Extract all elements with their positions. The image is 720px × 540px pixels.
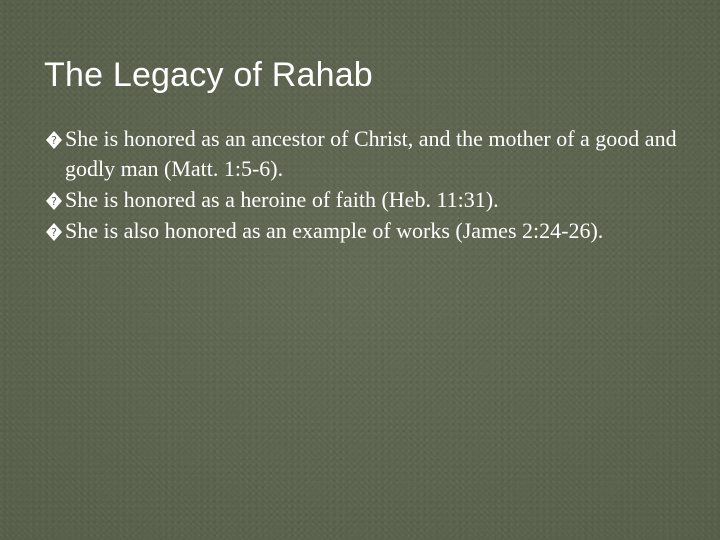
bullet-item: [45, 216, 685, 246]
svg-text:?: ?: [51, 226, 57, 239]
slide-title: The Legacy of Rahab: [44, 56, 373, 94]
bullet-list: [45, 124, 685, 247]
bullet-item: [45, 185, 685, 215]
svg-text:?: ?: [51, 134, 57, 147]
missing-glyph-icon: [45, 222, 63, 242]
svg-text:?: ?: [51, 195, 57, 208]
bullet-text: She is also honored as an example of works (James 2:24-26).: [65, 218, 604, 243]
missing-glyph-icon: [45, 130, 63, 150]
bullet-item: [45, 124, 685, 184]
missing-glyph-icon: [45, 191, 63, 211]
bullet-text: She is honored as a heroine of faith (Heb. 11:31).: [65, 187, 499, 212]
bullet-text: She is honored as an ancestor of Christ, and the mother of a good and godly man (Matt. 1:5-6).: [65, 126, 677, 181]
